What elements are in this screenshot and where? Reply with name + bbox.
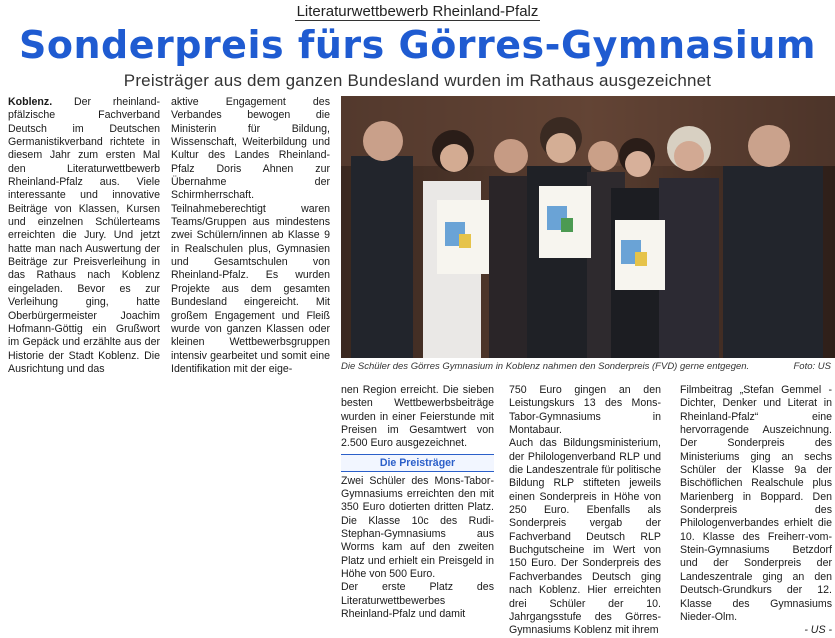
- column-4-top: 750 Euro gingen an den Leistungskurs 13 des Mons-Tabor-Gymnasiums in Montabaur.: [509, 384, 661, 437]
- certificate-3: [615, 220, 665, 290]
- headline: Sonderpreis fürs Görres-Gymnasium: [19, 23, 816, 67]
- box-heading: Die Preisträger: [341, 454, 494, 472]
- photo-credit: Foto: US: [793, 361, 831, 372]
- dateline: Koblenz.: [8, 96, 53, 108]
- news-photo: [341, 96, 835, 358]
- article-column-1: [8, 96, 160, 376]
- kicker-text: Literaturwettbewerb Rheinland-Pfalz: [296, 3, 539, 20]
- caption-text: Die Schüler des Görres Gymnasium in Koblenz nahmen den Sonderpreis (FVD) gerne entgegen.: [341, 361, 750, 372]
- column-1-body: Der rheinland-pfälzische Fachverband Deutsch im Deutschen Germanistikverband richtete in diesem Jahr zum ersten Mal den Literaturwettbewerb Rheinland-Pfalz aus. Viele interessante und innovative Beiträge von Klassen, Kursen und einzelnen Schülerteams erreichten die Jury. Und jetzt hatte man nach Auswertung der Beiträge zur Preisverleihung in das Rathaus nach Koblenz eingeladen. Bevor es zur Verleihung ging, hatte Oberbürgermeister Joachim Hofmann-Göttig ein Grußwort im Gepäck und erzählte aus der Historie der Stadt Koblenz. Die Ausrichtung und das: [8, 96, 160, 375]
- column-3-winners: Zwei Schüler des Mons-Tabor-Gymnasiums erreichten den mit 350 Euro dotierten dritten Platz. Die Klasse 10c des Rudi-Stephan-Gymnasiums aus Worms kam auf den zweiten Platz und erhielt ein Preisgeld in Höhe von 500 Euro.: [341, 474, 494, 581]
- photo-caption: [341, 361, 831, 372]
- subhead: Preisträger aus dem ganzen Bundesland wurden im Rathaus ausgezeichnet: [123, 71, 712, 90]
- article-column-5: [680, 384, 832, 638]
- certificate-1: [437, 200, 489, 274]
- article-column-4: [509, 384, 661, 638]
- person-left-man: [351, 121, 413, 358]
- article-column-2: [171, 96, 330, 376]
- column-1-text: [8, 96, 160, 376]
- author-signature: - US -: [804, 624, 832, 637]
- column-4-special: Auch das Bildungsministerium, der Philologenverband RLP und die Landeszentrale für politische Bildung RLP stifteten jeweils einen Sonderpreis in Höhe von 250 Euro. Ebenfalls als Sonderpreis vergab der Fachverband Deutsch RLP Buchgutscheine im Wert von 150 Euro. Der Sonderpreis des Fachverbandes Deutsch ging nach Koblenz. Hier erreichten drei Schüler der 10. Jahrgangsstufe des Görres-Gymnasiums Koblenz mit ihrem: [509, 437, 661, 637]
- column-5-body: Filmbeitrag „Stefan Gemmel - Dichter, Denker und Literat in Rheinland-Pfalz“ eine hervorragende Auszeichnung. Der Sonderpreis des Ministeriums ging an sechs Schüler der Klasse 9a der Bischöflichen Realschule plus Marienberg in Boppard. Den Sonderpreis des Philologenverbandes erhielt die 10. Klasse des Freiherr-vom-Stein-Gymnasiums Betzdorf und der Sonderpreis der Landeszentrale ging an den Deutsch-Grundkurs der 12. Klasse des Gymnasiums Nieder-Olm.: [680, 384, 832, 623]
- column-2-body: aktive Engagement des Verbandes bewogen die Ministerin für Bildung, Wissenschaft, Weiterbildung und Kultur des Landes Rheinland-Pfalz Doris Ahnen zur Übernahme der Schirmherrschaft. Teilnahmeberechtigt waren Teams/Gruppen aus mindestens zwei Schülern/innen ab Klasse 9 in Realschulen plus, Gymnasien und Gesamtschulen von Rheinland-Pfalz. Es wurden Projekte aus dem gesamten Bundesland eingereicht. Mit großem Engagement und Fleiß wurde von ganzen Klassen oder kleinen Wettbewerbsgruppen intensiv gearbeitet und somit eine Identifikation mit der eige-: [171, 96, 330, 375]
- certificate-2: [539, 186, 591, 258]
- column-3-first-place: Der erste Platz des Literaturwettbewerbes Rheinland-Pfalz und damit: [341, 581, 494, 621]
- column-3-intro: nen Region erreicht. Die sieben besten Wettbewerbsbeiträge wurden in einer Feierstunde mit Preisen im Gesamtwert von 2.500 Euro ausgezeichnet.: [341, 384, 494, 450]
- article-column-3: [341, 384, 494, 622]
- kicker: [0, 3, 835, 20]
